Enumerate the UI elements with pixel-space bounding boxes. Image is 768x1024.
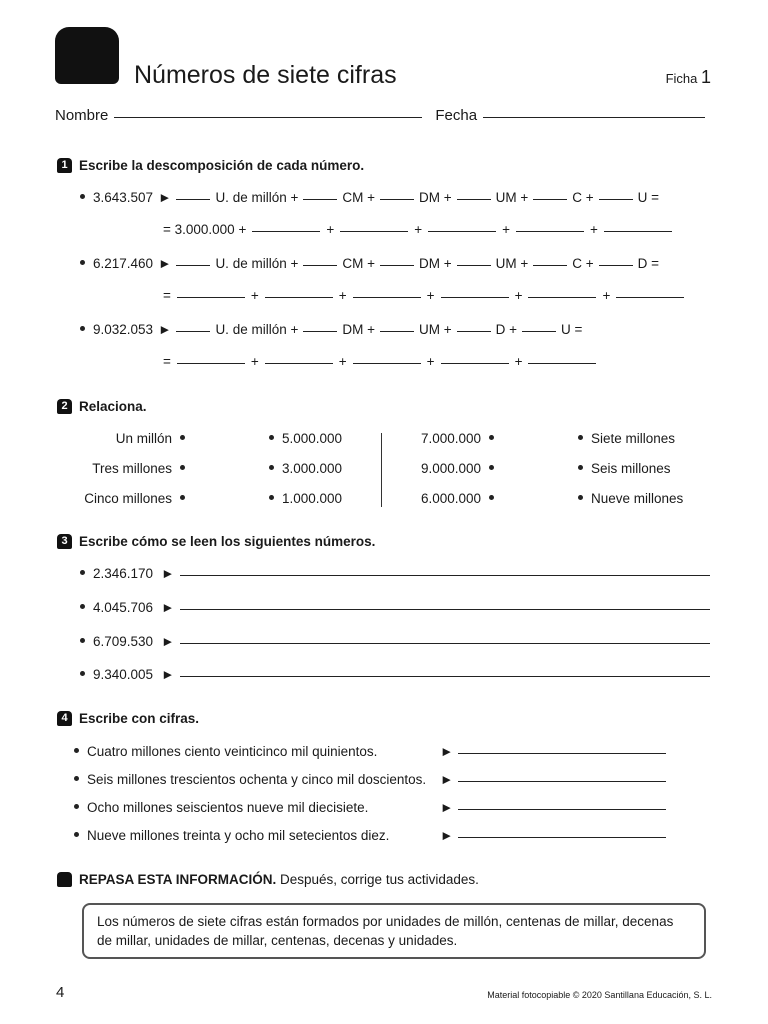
unit-label: DM + — [419, 190, 452, 205]
exercise-3-heading: 3 Escribe cómo se leen los siguientes números. — [57, 534, 375, 549]
plus-sign: + — [590, 222, 598, 237]
answer-area — [440, 772, 666, 787]
sentence: Cuatro millones ciento veinticinco mil quinientos. — [87, 744, 378, 759]
match-number — [421, 491, 494, 506]
unit-label: DM + — [342, 322, 375, 337]
label: Seis millones — [591, 461, 671, 476]
answer-line[interactable] — [180, 676, 710, 677]
plus-sign: + — [338, 288, 347, 303]
value: 3.000.000 — [282, 461, 343, 476]
answer-blank[interactable] — [428, 231, 496, 232]
arrow-icon: ► — [158, 190, 172, 205]
number-value: 6.217.460 — [93, 256, 154, 271]
value: 5.000.000 — [282, 431, 343, 446]
match-number — [421, 461, 494, 476]
unit-label: UM + — [495, 256, 529, 271]
match-right-label — [578, 461, 671, 476]
answer-blank[interactable] — [457, 199, 491, 200]
review-heading: REPASA ESTA INFORMACIÓN. Después, corrige tus actividades. — [57, 872, 479, 887]
plus-sign: + — [426, 288, 435, 303]
answer-blank[interactable] — [176, 199, 210, 200]
number-value: 9.032.053 — [93, 322, 154, 337]
match-dot[interactable] — [578, 465, 583, 470]
value: 1.000.000 — [282, 491, 343, 506]
answer-blank[interactable] — [353, 363, 421, 364]
match-number — [421, 431, 494, 446]
bullet — [74, 776, 79, 781]
answer-blank[interactable] — [340, 231, 408, 232]
answer-blank[interactable] — [177, 297, 245, 298]
sentence: Ocho millones seiscientos nueve mil diecisiete. — [87, 800, 369, 815]
answer-blank[interactable] — [528, 297, 596, 298]
unit-label: U. de millón + — [215, 190, 299, 205]
divider-line — [381, 433, 382, 507]
reading-row — [80, 667, 710, 682]
answer-blank[interactable] — [457, 331, 491, 332]
decomposition-line-2 — [163, 354, 602, 369]
decomposition-line-2 — [163, 222, 678, 237]
answer-blank[interactable] — [176, 331, 210, 332]
nombre-field[interactable] — [114, 117, 422, 118]
plus-sign: + — [514, 354, 523, 369]
number-value: 3.643.507 — [93, 190, 154, 205]
header-black-tab — [55, 27, 119, 84]
number-value: 6.709.530 — [93, 634, 154, 649]
unit-label: DM + — [419, 256, 452, 271]
plus-sign: + — [514, 288, 523, 303]
arrow-icon: ► — [161, 667, 175, 682]
reading-row — [80, 634, 710, 649]
answer-blank[interactable] — [303, 265, 337, 266]
arrow-icon: ► — [440, 828, 454, 843]
answer-blank[interactable] — [533, 265, 567, 266]
arrow-icon: ► — [158, 322, 172, 337]
bullet — [80, 194, 85, 199]
match-dot[interactable] — [489, 495, 494, 500]
answer-blank[interactable] — [599, 199, 633, 200]
answer-line[interactable] — [458, 781, 666, 782]
match-dot[interactable] — [269, 435, 274, 440]
answer-line[interactable] — [180, 643, 710, 644]
nombre-label: Nombre — [55, 107, 109, 124]
unit-label: UM + — [495, 190, 529, 205]
name-date-row — [55, 107, 705, 125]
answer-blank[interactable] — [176, 265, 210, 266]
match-right-label — [578, 491, 683, 506]
match-right-label — [578, 431, 675, 446]
match-number — [269, 431, 342, 446]
exercise-number: 1 — [57, 158, 72, 173]
plus-sign: + — [250, 354, 259, 369]
number-value: 4.045.706 — [93, 600, 154, 615]
answer-blank[interactable] — [522, 331, 556, 332]
exercise-2-heading: 2 Relaciona. — [57, 399, 147, 414]
exercise-number: 2 — [57, 399, 72, 414]
answer-line[interactable] — [458, 753, 666, 754]
match-dot[interactable] — [269, 465, 274, 470]
answer-blank[interactable] — [616, 297, 684, 298]
answer-blank[interactable] — [380, 199, 414, 200]
ficha-label: Ficha 1 — [665, 67, 711, 87]
unit-label: U = — [561, 322, 583, 337]
arrow-icon: ► — [440, 744, 454, 759]
match-left-label — [92, 461, 185, 476]
decomposition-line-2 — [163, 288, 690, 303]
sentence: Seis millones trescientos ochenta y cinco mil doscientos. — [87, 772, 427, 787]
answer-blank[interactable] — [303, 331, 337, 332]
answer-blank[interactable] — [252, 231, 320, 232]
answer-area — [440, 828, 666, 843]
plus-sign: + — [326, 222, 335, 237]
arrow-icon: ► — [161, 600, 175, 615]
answer-line[interactable] — [180, 575, 710, 576]
answer-area — [440, 800, 666, 815]
bullet — [74, 804, 79, 809]
label: Un millón — [115, 431, 172, 446]
answer-blank[interactable] — [380, 265, 414, 266]
value: 9.000.000 — [420, 461, 481, 476]
answer-line[interactable] — [180, 609, 710, 610]
label: Siete millones — [591, 431, 676, 446]
answer-blank[interactable] — [380, 331, 414, 332]
unit-label: C + — [572, 256, 594, 271]
number-value: 2.346.170 — [93, 566, 154, 581]
answer-line[interactable] — [458, 837, 666, 838]
unit-label: U = — [637, 190, 660, 205]
bullet — [80, 570, 85, 575]
page-title: Números de siete cifras — [134, 61, 397, 89]
answer-blank[interactable] — [604, 231, 672, 232]
unit-label: U. de millón + — [215, 256, 299, 271]
match-dot[interactable] — [489, 465, 494, 470]
info-box: Los números de siete cifras están formados por unidades de millón, centenas de millar, decenas de millar, unidades de millar, centenas, decenas y unidades. — [82, 903, 706, 959]
arrow-icon: ► — [161, 566, 175, 581]
decomposition-row — [80, 322, 587, 337]
equals-start: = — [163, 354, 171, 369]
sentence: Nueve millones treinta y ocho mil setecientos diez. — [87, 828, 390, 843]
equals-start: = — [163, 288, 171, 303]
exercise-number: 3 — [57, 534, 72, 549]
answer-blank[interactable] — [441, 363, 509, 364]
decomposition-row — [80, 256, 664, 271]
write-number-row — [74, 772, 426, 787]
answer-blank[interactable] — [177, 363, 245, 364]
ficha-number: 1 — [700, 67, 711, 87]
plus-sign: + — [338, 354, 347, 369]
bullet — [80, 671, 85, 676]
exercise-1-heading: 1 Escribe la descomposición de cada número. — [57, 158, 364, 173]
arrow-icon: ► — [161, 634, 175, 649]
answer-area — [440, 744, 666, 759]
plus-sign: + — [414, 222, 423, 237]
copyright: Material fotocopiable © 2020 Santillana Educación, S. L. — [487, 990, 712, 1000]
match-dot[interactable] — [489, 435, 494, 440]
plus-sign: + — [426, 354, 435, 369]
match-number — [269, 491, 342, 506]
unit-label: CM + — [342, 256, 375, 271]
reading-row — [80, 566, 710, 581]
exercise-number: 4 — [57, 711, 72, 726]
arrow-icon: ► — [158, 256, 172, 271]
answer-blank[interactable] — [303, 199, 337, 200]
match-dot[interactable] — [578, 435, 583, 440]
unit-label: C + — [572, 190, 594, 205]
write-number-row — [74, 744, 377, 759]
value: 7.000.000 — [420, 431, 481, 446]
review-black-tab — [57, 872, 72, 887]
write-number-row — [74, 800, 368, 815]
number-value: 9.340.005 — [93, 667, 154, 682]
unit-label: D = — [637, 256, 660, 271]
answer-blank[interactable] — [457, 265, 491, 266]
bullet — [74, 748, 79, 753]
match-dot[interactable] — [180, 435, 185, 440]
label: Cinco millones — [84, 491, 172, 506]
equals-start: = 3.000.000 + — [163, 222, 247, 237]
bullet — [80, 604, 85, 609]
answer-blank[interactable] — [516, 231, 584, 232]
bullet — [80, 326, 85, 331]
unit-label: D + — [495, 322, 518, 337]
unit-label: U. de millón + — [215, 322, 299, 337]
match-dot[interactable] — [269, 495, 274, 500]
page-number: 4 — [56, 984, 65, 1001]
reading-row — [80, 600, 710, 615]
answer-blank[interactable] — [353, 297, 421, 298]
fecha-label: Fecha — [435, 107, 478, 124]
arrow-icon: ► — [440, 800, 454, 815]
fecha-field[interactable] — [483, 117, 705, 118]
plus-sign: + — [502, 222, 510, 237]
plus-sign: + — [602, 288, 611, 303]
answer-blank[interactable] — [441, 297, 509, 298]
answer-blank[interactable] — [533, 199, 567, 200]
arrow-icon: ► — [440, 772, 454, 787]
match-dot[interactable] — [180, 465, 185, 470]
unit-label: UM + — [419, 322, 452, 337]
label: Tres millones — [92, 461, 172, 476]
bullet — [74, 832, 79, 837]
match-number — [269, 461, 342, 476]
answer-blank[interactable] — [599, 265, 633, 266]
match-left-label — [84, 491, 185, 506]
value: 6.000.000 — [420, 491, 481, 506]
answer-line[interactable] — [458, 809, 666, 810]
match-left-label — [116, 431, 185, 446]
answer-blank[interactable] — [265, 297, 333, 298]
bullet — [80, 260, 85, 265]
write-number-row — [74, 828, 389, 843]
unit-label: CM + — [342, 190, 375, 205]
plus-sign: + — [250, 288, 259, 303]
bullet — [80, 638, 85, 643]
answer-blank[interactable] — [528, 363, 596, 364]
answer-blank[interactable] — [265, 363, 333, 364]
exercise-4-heading: 4 Escribe con cifras. — [57, 711, 199, 726]
match-dot[interactable] — [578, 495, 583, 500]
match-dot[interactable] — [180, 495, 185, 500]
label: Nueve millones — [591, 491, 684, 506]
decomposition-row — [80, 190, 664, 205]
